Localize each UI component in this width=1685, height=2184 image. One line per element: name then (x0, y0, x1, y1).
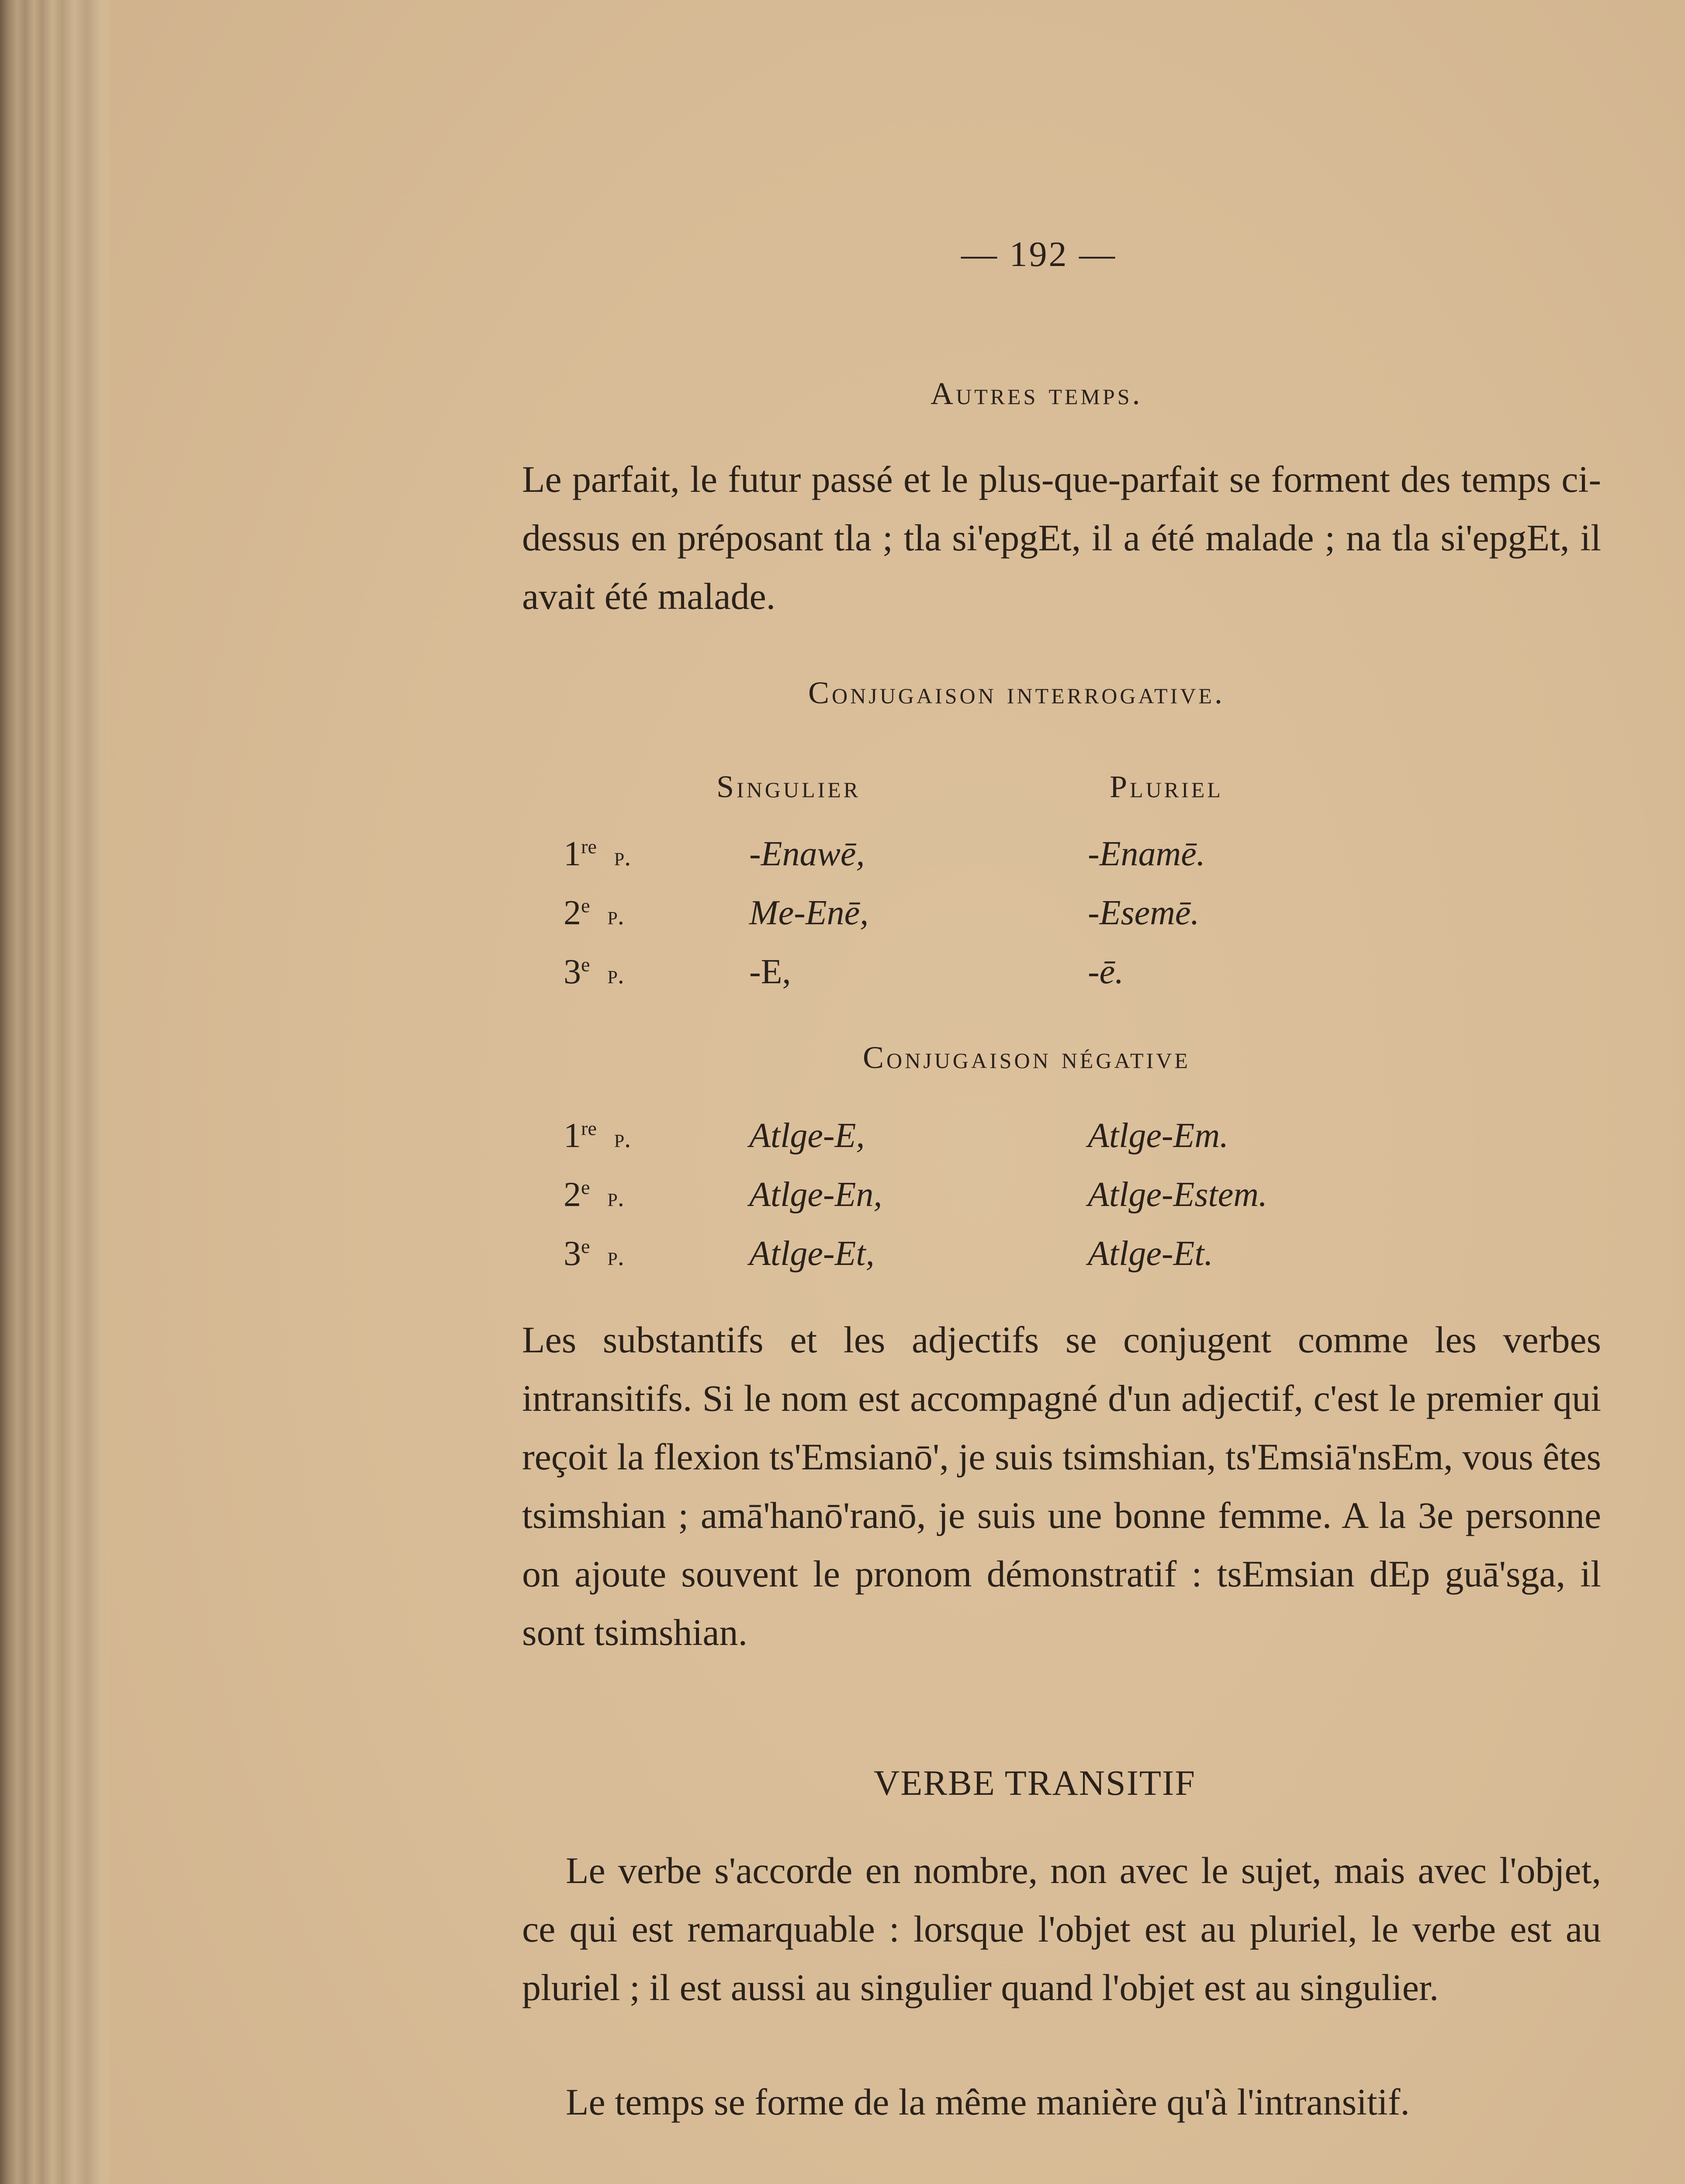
person-label: 3e p. (564, 953, 624, 991)
paragraph-parfait: Le parfait, le futur passé et le plus-que-parfait se forment des temps ci-dessus en préposant tla ; tla si'epgEt, il a été malade ; na tla si'epgEt, il avait été malade. (522, 458, 1601, 617)
paragraph-substantifs: Les substantifs et les adjectifs se conjugent comme les verbes intransitifs. Si le nom est accompagné d'un adjectif, c'est le premier qui reçoit la flexion ts'Emsianō', je suis tsimshian, ts'Emsiā'nsEm, vous êtes tsimshian ; amā'hanō'ranō, je suis une bonne femme. A la 3e personne on ajoute souvent le pronom démonstratif : tsEmsian dEp guā'sga, il sont tsimshian. (522, 1319, 1601, 1653)
pluriel-form: Atlge-Estem. (1088, 1175, 1267, 1214)
singulier-form: Atlge-En, (749, 1175, 882, 1214)
pluriel-form: -ē. (1088, 953, 1124, 991)
heading-conjugaison-negative: Conjugaison négative (863, 1040, 1190, 1075)
table-row (0, 1116, 1685, 1164)
table-row (0, 952, 1685, 1000)
column-header-pluriel: Pluriel (1110, 769, 1223, 804)
singulier-form: Atlge-Et, (749, 1234, 875, 1273)
pluriel-form: -Esemē. (1088, 894, 1200, 932)
column-header-singulier: Singulier (716, 769, 861, 804)
singulier-form: Atlge-E, (749, 1116, 865, 1155)
heading-autres-temps: Autres temps. (931, 376, 1143, 411)
table-row (0, 834, 1685, 882)
book-page-edges (0, 0, 109, 2184)
paragraph-verbe-accord: Le verbe s'accorde en nombre, non avec le sujet, mais avec l'objet, ce qui est remarquable : lorsque l'objet est au pluriel, le verbe est au pluriel ; il est aussi au singulier quand l'objet est au singulier. (522, 1849, 1601, 2008)
pluriel-form: Atlge-Em. (1088, 1116, 1229, 1155)
table-row (0, 1175, 1685, 1223)
person-label: 2e p. (564, 1175, 624, 1214)
singulier-form: -E, (749, 953, 791, 991)
person-label: 1re p. (564, 835, 631, 873)
table-row (0, 1234, 1685, 1282)
person-label: 3e p. (564, 1234, 624, 1273)
person-label: 1re p. (564, 1116, 631, 1155)
heading-conjugaison-interrogative: Conjugaison interrogative. (808, 675, 1225, 710)
pluriel-form: Atlge-Et. (1088, 1234, 1213, 1273)
singulier-form: -Enawē, (749, 835, 865, 873)
heading-verbe-transitif: VERBE TRANSITIF (874, 1763, 1196, 1803)
pluriel-form: -Enamē. (1088, 835, 1205, 873)
page-number: — 192 — (961, 234, 1117, 274)
person-label: 2e p. (564, 894, 624, 932)
singulier-form: Me-Enē, (749, 894, 869, 932)
paragraph-temps: Le temps se forme de la même manière qu'à l'intransitif. (566, 2081, 1410, 2123)
table-row (0, 893, 1685, 941)
